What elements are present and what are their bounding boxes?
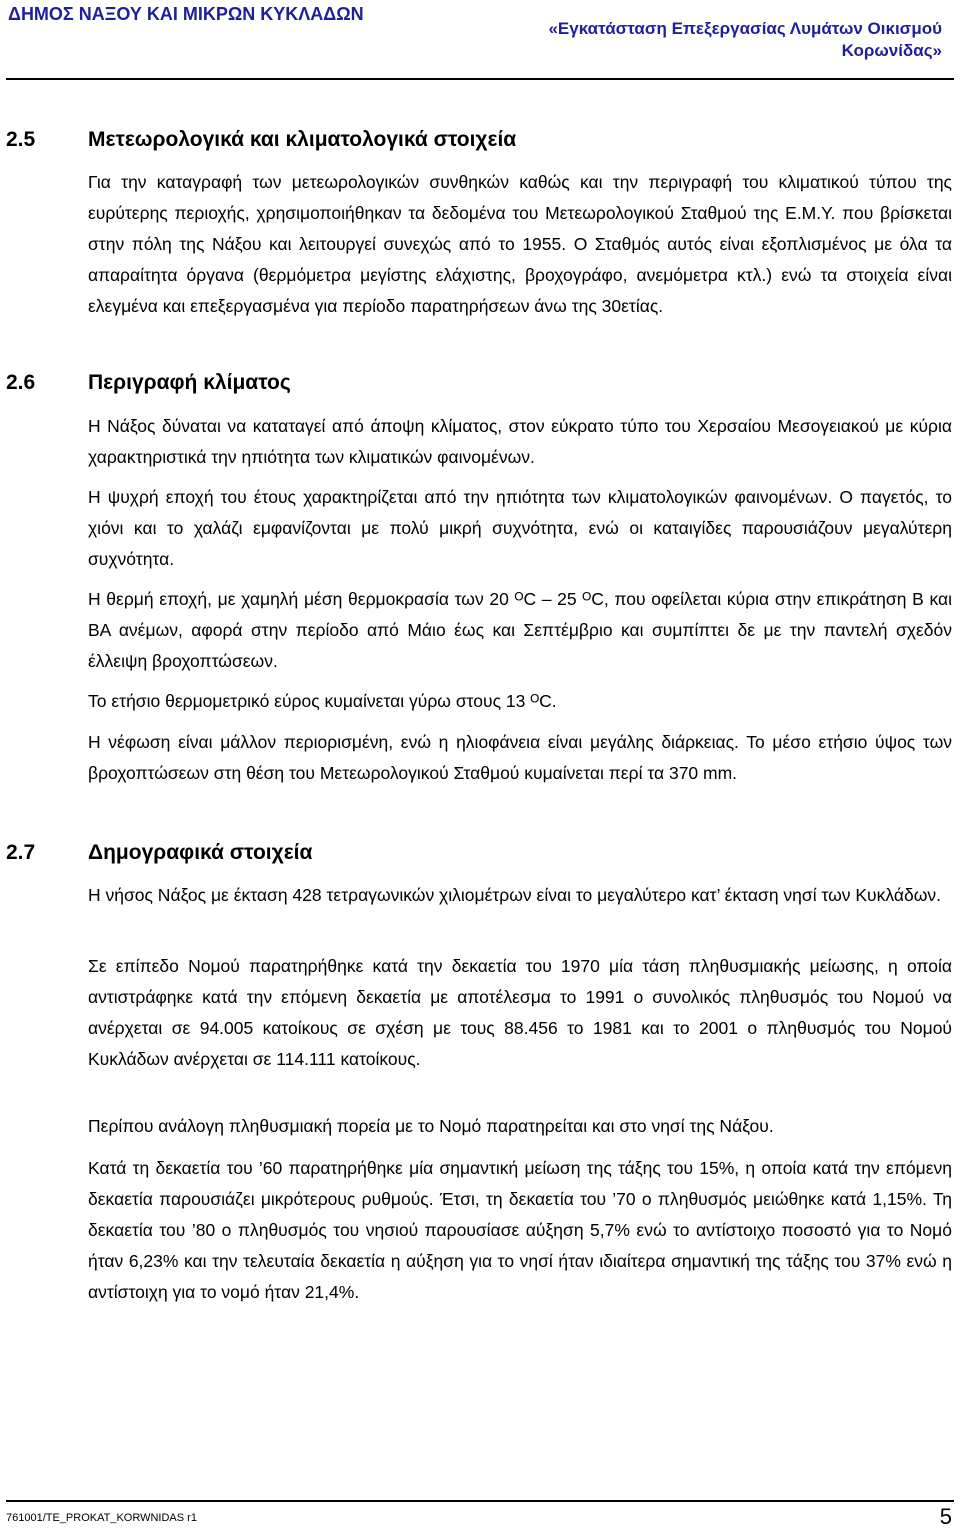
paragraph: Για την καταγραφή των μετεωρολογικών συνθηκών καθώς και την περιγραφή του κλιματικού τύπου της ευρύτερης περιοχής, χρησιμοποιήθηκαν τα δεδομένα του Μετεωρολογικού Σταθμού της Ε.Μ.Υ. που βρίσκεται στην πόλη της Νάξου και λειτουργεί συνεχώς από το 1955. Ο Σταθμός αυτός είναι εξοπλισμένος με όλα τα απαραίτητα όργανα (θερμόμετρα μεγίστης ελάχιστης, βροχογράφο, ανεμόμετρα κτλ.) ενώ τα στοιχεία είναι ελεγμένα και επεξεργασμένα για περίοδο παρατηρήσεων άνω της 30ετίας. bbox=[88, 172, 952, 316]
section-number: 2.7 bbox=[6, 841, 36, 864]
paragraph: Η θερμή εποχή, με χαμηλή μέση θερμοκρασία των 20 ᴼC – 25 ᴼC, που οφείλεται κύρια στην επικράτηση Β και ΒΑ ανέμων, αφορά στην περίοδο από Μάιο έως και Σεπτέμβριο και συμπίπτει δε με την παντελή σχεδόν έλλειψη βροχοπτώσεων. bbox=[88, 589, 952, 671]
section-number: 2.5 bbox=[6, 128, 36, 151]
paragraph: Η ψυχρή εποχή του έτους χαρακτηρίζεται από την ηπιότητα των κλιματολογικών φαινομένων. Ο παγετός, το χιόνι και το χαλάζι εμφανίζονται με πολύ μικρή συχνότητα, ενώ οι καταιγίδες παρουσιάζουν μεγαλύτερη συχνότητα. bbox=[88, 487, 952, 569]
header-organization: ΔΗΜΟΣ ΝΑΞΟΥ ΚΑΙ ΜΙΚΡΩΝ ΚΥΚΛΑΔΩΝ bbox=[8, 4, 364, 24]
paragraph: Κατά τη δεκαετία του ’60 παρατηρήθηκε μία σημαντική μείωση της τάξης του 15%, η οποία κατά την επόμενη δεκαετία παρουσιάζει μικρότερους ρυθμούς. Έτσι, τη δεκαετία του ’70 ο πληθυσμός μειώθηκε κατά 1,15%. Τη δεκαετία του ’80 ο πληθυσμός του νησιού παρουσίασε αύξηση 5,7% ενώ το αντίστοιχο ποσοστό για το Νομό ήταν 6,23% και την τελευταία δεκαετία η αύξηση για το νησί ήταν ιδιαίτερα σημαντική της τάξης του 37% ενώ η αντίστοιχη για το νομό ήταν 21,4%. bbox=[88, 1158, 952, 1302]
section-heading-2-7 bbox=[6, 841, 312, 865]
footer-document-code: 761001/TE_PROKAT_KORWNIDAS r1 bbox=[6, 1512, 197, 1524]
section-heading-2-6 bbox=[6, 371, 291, 395]
paragraph: Η Νάξος δύναται να καταταγεί από άποψη κλίματος, στον εύκρατο τύπο του Χερσαίου Μεσογειακού με κύρια χαρακτηριστικά την ηπιότητα των κλιματικών φαινομένων. bbox=[88, 416, 952, 467]
footer-divider bbox=[6, 1500, 954, 1502]
section-number: 2.6 bbox=[6, 371, 36, 394]
section-title: Περιγραφή κλίματος bbox=[88, 371, 291, 394]
section-heading-2-5 bbox=[6, 128, 516, 152]
paragraph: Σε επίπεδο Νομού παρατηρήθηκε κατά την δεκαετία του 1970 μία τάση πληθυσμιακής μείωσης, η οποία αντιστράφηκε κατά την επόμενη δεκαετία με αποτέλεσμα το 1991 ο συνολικός πληθυσμός του Νομού να ανέρχεται σε 94.005 κατοίκους σε σχέση με τους 88.456 το 1981 και το 2001 ο πληθυσμός του Νομού Κυκλάδων ανέρχεται σε 114.111 κατοίκους. bbox=[88, 956, 952, 1069]
paragraph: Η νέφωση είναι μάλλον περιορισμένη, ενώ η ηλιοφάνεια είναι μεγάλης διάρκειας. Το μέσο ετήσιο ύψος των βροχοπτώσεων στη θέση του Μετεωρολογικού Σταθμού κυμαίνεται περί τα 370 mm. bbox=[88, 732, 952, 783]
paragraph: Περίπου ανάλογη πληθυσμιακή πορεία με το Νομό παρατηρείται και στο νησί της Νάξου. bbox=[88, 1116, 774, 1136]
footer-page-number: 5 bbox=[939, 1504, 952, 1529]
section-title: Δημογραφικά στοιχεία bbox=[88, 841, 313, 864]
header-project-title: «Εγκατάσταση Επεξεργασίας Λυμάτων Οικισμού Κορωνίδας» bbox=[548, 19, 942, 60]
paragraph: Η νήσος Νάξος με έκταση 428 τετραγωνικών χιλιομέτρων είναι το μεγαλύτερο κατ’ έκταση νησί των Κυκλάδων. bbox=[88, 885, 941, 905]
header-divider bbox=[6, 78, 954, 80]
section-title: Μετεωρολογικά και κλιματολογικά στοιχεία bbox=[88, 128, 517, 151]
paragraph: Το ετήσιο θερμομετρικό εύρος κυμαίνεται γύρω στους 13 ᴼC. bbox=[88, 691, 557, 711]
